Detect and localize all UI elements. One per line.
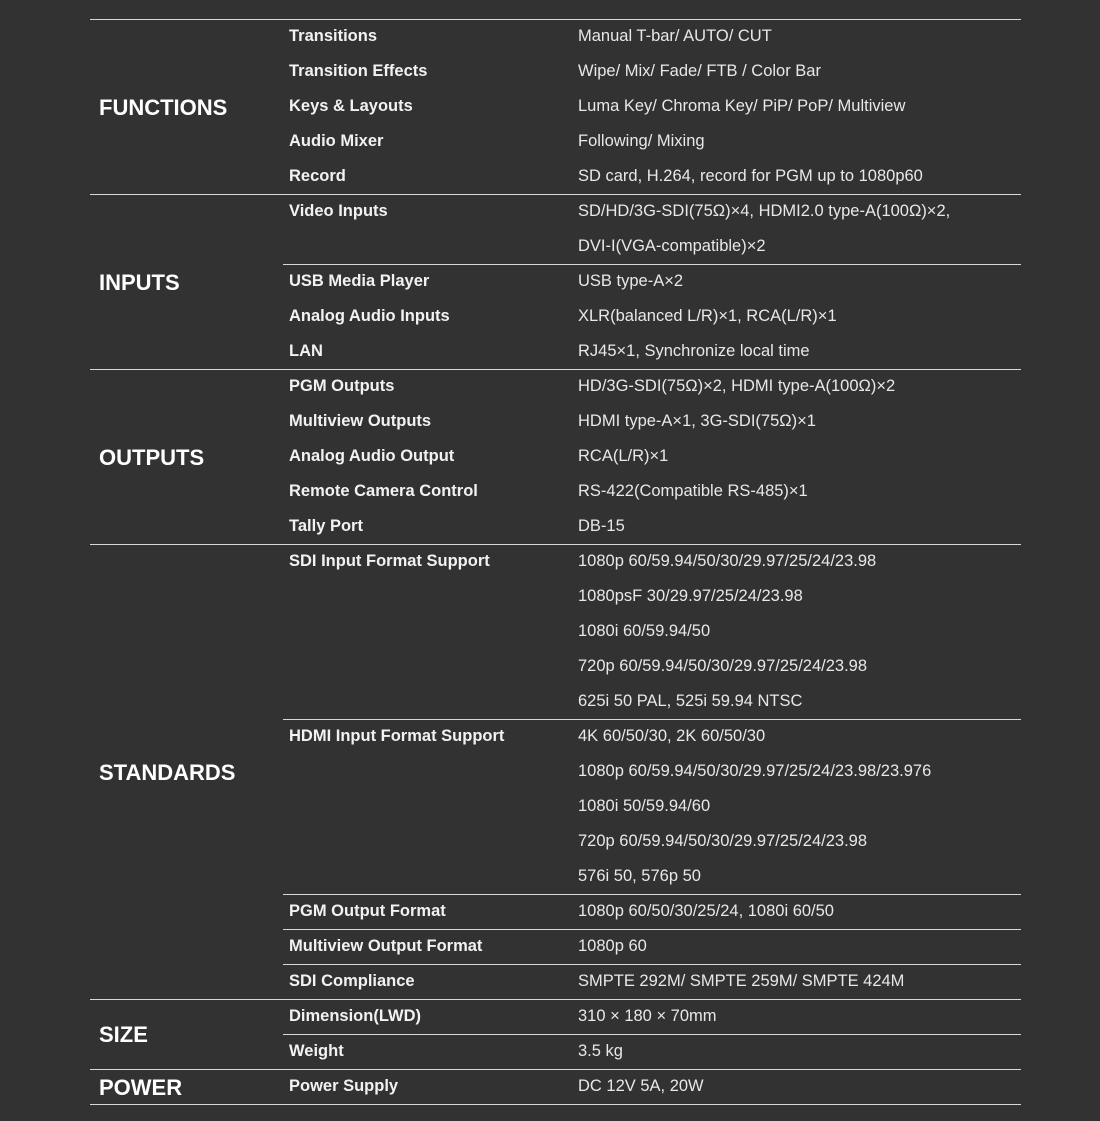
spec-label-transition-effects: Transition Effects [289,62,428,80]
spec-value: Wipe/ Mix/ Fade/ FTB / Color Bar [578,62,821,80]
sub-divider [283,894,1021,895]
spec-value: HDMI type-A×1, 3G-SDI(75Ω)×1 [578,412,816,430]
spec-label-dimension-lwd: Dimension(LWD) [289,1007,421,1025]
category-standards: STANDARDS [99,760,236,785]
sub-divider [283,1034,1021,1035]
spec-label-sdi-input-format-support: SDI Input Format Support [289,552,490,570]
category-size: SIZE [99,1022,148,1047]
spec-label-multiview-output-format: Multiview Output Format [289,937,483,955]
spec-value: 576i 50, 576p 50 [578,867,701,885]
category-outputs: OUTPUTS [99,445,205,470]
spec-value: 1080psF 30/29.97/25/24/23.98 [578,587,803,605]
spec-label-pgm-outputs: PGM Outputs [289,377,395,395]
spec-value: Manual T-bar/ AUTO/ CUT [578,27,772,45]
spec-value: DVI-I(VGA-compatible)×2 [578,237,766,255]
spec-label-multiview-outputs: Multiview Outputs [289,412,432,430]
spec-value: 3.5 kg [578,1042,623,1060]
spec-value: USB type-A×2 [578,272,684,290]
category-functions: FUNCTIONS [99,95,228,120]
spec-value: 720p 60/59.94/50/30/29.97/25/24/23.98 [578,832,868,850]
divider [90,369,1021,370]
spec-label-keys-layouts: Keys & Layouts [289,97,413,115]
spec-value: 310 × 180 × 70mm [578,1007,717,1025]
spec-label-audio-mixer: Audio Mixer [289,132,384,150]
spec-value: SD/HD/3G-SDI(75Ω)×4, HDMI2.0 type-A(100Ω)×2, [578,202,951,220]
spec-value: RS-422(Compatible RS-485)×1 [578,482,808,500]
divider [90,999,1021,1000]
spec-value: Following/ Mixing [578,132,705,150]
spec-value: 1080i 50/59.94/60 [578,797,711,815]
divider [90,544,1021,545]
spec-label-sdi-compliance: SDI Compliance [289,972,415,990]
divider [90,194,1021,195]
spec-label-power-supply: Power Supply [289,1077,399,1095]
spec-value: 1080p 60/59.94/50/30/29.97/25/24/23.98 [578,552,877,570]
sub-divider [283,264,1021,265]
spec-label-pgm-output-format: PGM Output Format [289,902,446,920]
spec-value: 720p 60/59.94/50/30/29.97/25/24/23.98 [578,657,868,675]
spec-label-record: Record [289,167,346,185]
category-inputs: INPUTS [99,270,180,295]
spec-label-tally-port: Tally Port [289,517,363,535]
spec-value: HD/3G-SDI(75Ω)×2, HDMI type-A(100Ω)×2 [578,377,896,395]
spec-label-video-inputs: Video Inputs [289,202,388,220]
spec-label-hdmi-input-format-support: HDMI Input Format Support [289,727,505,745]
spec-value: SMPTE 292M/ SMPTE 259M/ SMPTE 424M [578,972,905,990]
spec-label-usb-media-player: USB Media Player [289,272,430,290]
spec-value: DC 12V 5A, 20W [578,1077,704,1095]
divider [90,19,1021,20]
divider [90,1104,1021,1105]
spec-value: 1080i 60/59.94/50 [578,622,711,640]
spec-value: 4K 60/50/30, 2K 60/50/30 [578,727,766,745]
spec-label-analog-audio-inputs: Analog Audio Inputs [289,307,450,325]
spec-value: 625i 50 PAL, 525i 59.94 NTSC [578,692,803,710]
spec-value: Luma Key/ Chroma Key/ PiP/ PoP/ Multiview [578,97,906,115]
spec-value: XLR(balanced L/R)×1, RCA(L/R)×1 [578,307,837,325]
spec-label-transitions: Transitions [289,27,378,45]
spec-label-analog-audio-output: Analog Audio Output [289,447,455,465]
spec-value: 1080p 60/50/30/25/24, 1080i 60/50 [578,902,834,920]
spec-value: SD card, H.264, record for PGM up to 1080p60 [578,167,923,185]
spec-value: 1080p 60/59.94/50/30/29.97/25/24/23.98/23.976 [578,762,932,780]
sub-divider [283,719,1021,720]
spec-label-weight: Weight [289,1042,344,1060]
spec-value: 1080p 60 [578,937,647,955]
spec-value: DB-15 [578,517,625,535]
spec-value: RJ45×1, Synchronize local time [578,342,810,360]
spec-value: RCA(L/R)×1 [578,447,669,465]
sub-divider [283,964,1021,965]
category-power: POWER [99,1075,183,1100]
divider [90,1069,1021,1070]
spec-label-lan: LAN [289,342,323,360]
sub-divider [283,929,1021,930]
spec-label-remote-camera-control: Remote Camera Control [289,482,478,500]
